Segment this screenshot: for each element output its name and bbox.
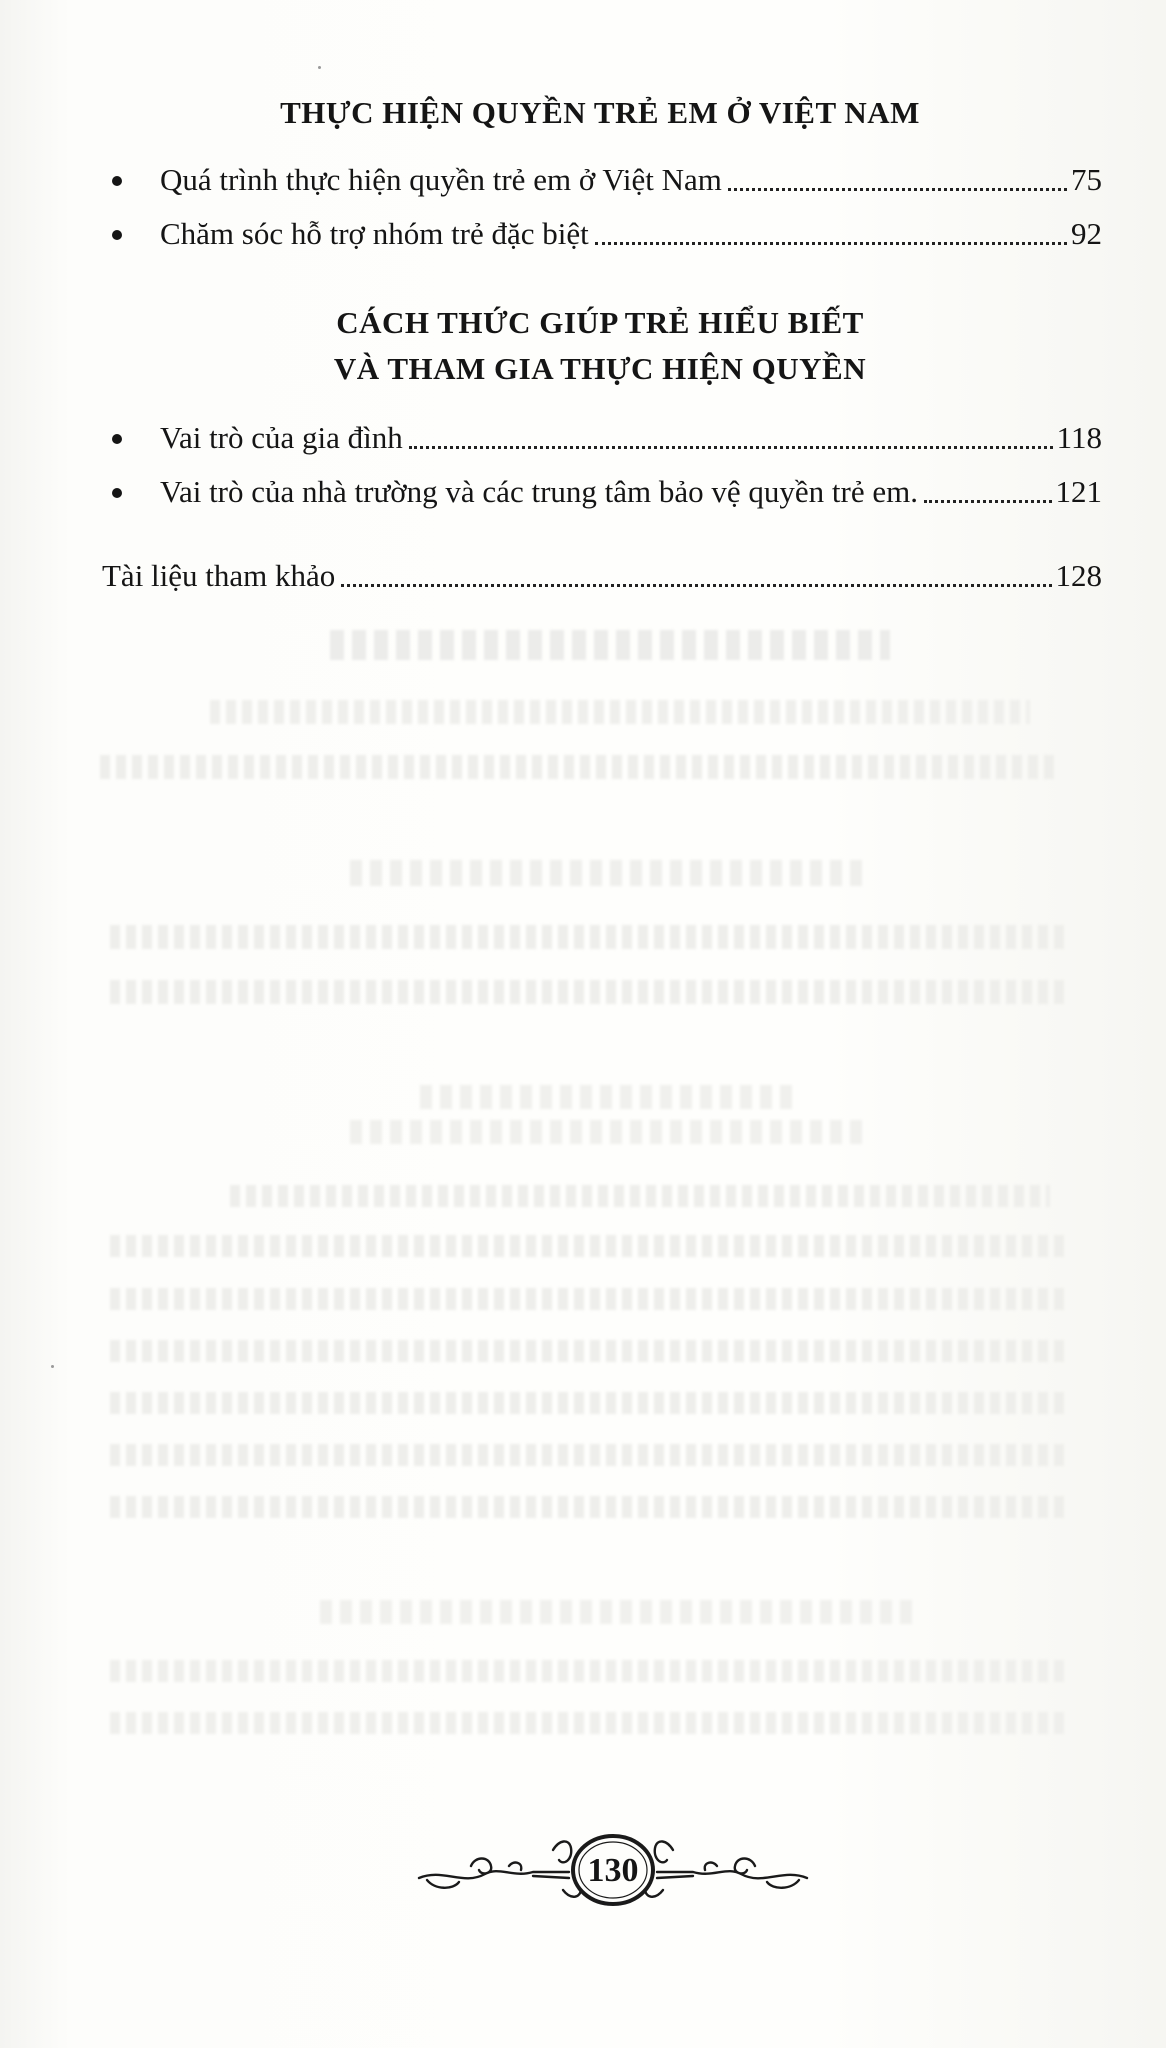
bleed-through-heading	[420, 1085, 800, 1109]
bleed-through-line	[110, 1288, 1070, 1310]
dot-leader	[595, 242, 1067, 245]
toc-entry-label: Vai trò của nhà trường và các trung tâm bảo vệ quyền trẻ em.	[160, 474, 918, 509]
bullet-icon	[112, 230, 122, 240]
bleed-through-line	[110, 1392, 1070, 1414]
bleed-through-heading	[350, 860, 870, 886]
bleed-through-line	[110, 1712, 1070, 1734]
bleed-through-line	[110, 925, 1070, 949]
toc-entry-label: Chăm sóc hỗ trợ nhóm trẻ đặc biệt	[160, 216, 589, 251]
toc-entry-page: 75	[1071, 162, 1102, 197]
dot-leader	[409, 446, 1053, 449]
toc-entry[interactable]	[104, 150, 1102, 200]
toc-entry-page: 92	[1071, 216, 1102, 251]
scan-speck	[318, 66, 321, 69]
bleed-through-line	[110, 1235, 1070, 1257]
dot-leader	[341, 584, 1051, 587]
toc-entry-label: Quá trình thực hiện quyền trẻ em ở Việt Nam	[160, 162, 722, 197]
bleed-through-line	[110, 1660, 1070, 1682]
scan-speck	[51, 1365, 54, 1368]
toc-entry[interactable]	[104, 408, 1102, 458]
bleed-through-heading	[330, 630, 890, 660]
bleed-through-line	[210, 700, 1030, 724]
references-label: Tài liệu tham khảo	[102, 558, 336, 593]
bleed-through-line	[230, 1185, 1050, 1207]
bleed-through-line	[110, 1496, 1070, 1518]
section-title: THỰC HIỆN QUYỀN TRẺ EM Ở VIỆT NAM	[280, 95, 920, 130]
section-title-line-1: CÁCH THỨC GIÚP TRẺ HIỂU BIẾT	[336, 305, 864, 340]
references-page: 128	[1055, 558, 1102, 593]
bleed-through-line	[100, 755, 1060, 779]
toc-entry-page: 121	[1055, 474, 1102, 509]
dot-leader	[728, 188, 1067, 191]
bleed-through-line	[110, 1340, 1070, 1362]
bullet-icon	[112, 488, 122, 498]
dot-leader	[924, 500, 1052, 503]
toc-entry-page: 118	[1056, 420, 1102, 455]
bleed-through-heading	[320, 1600, 920, 1624]
bleed-through-heading	[350, 1120, 870, 1144]
bullet-icon	[112, 176, 122, 186]
section-title-line-2: VÀ THAM GIA THỰC HIỆN QUYỀN	[333, 351, 867, 386]
toc-entry[interactable]	[104, 462, 1102, 512]
toc-entry-label: Vai trò của gia đình	[160, 420, 403, 455]
page-number: 130	[587, 1852, 639, 1889]
bleed-through-line	[110, 1444, 1070, 1466]
bullet-icon	[112, 434, 122, 444]
references-entry[interactable]	[102, 546, 1102, 596]
bleed-through-line	[110, 980, 1070, 1004]
toc-entry[interactable]	[104, 204, 1102, 254]
